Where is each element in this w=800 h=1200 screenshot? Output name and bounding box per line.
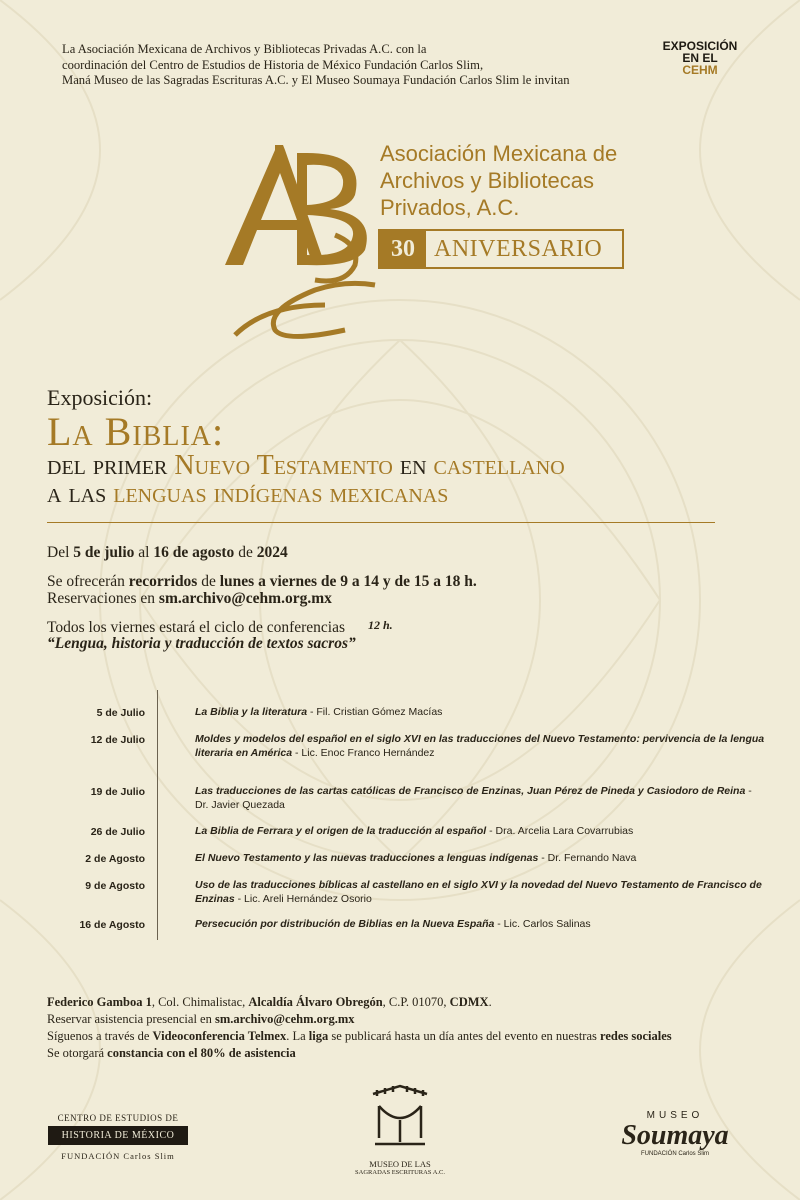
dates-text: Del	[47, 544, 74, 561]
schedule-date: 19 de Julio	[90, 786, 145, 798]
schedule-date: 16 de Agosto	[79, 919, 145, 931]
reserve-email-link[interactable]: sm.archivo@cehm.org.mx	[214, 1012, 355, 1026]
schedule-date: 12 de Julio	[90, 734, 145, 746]
talk-title: Las traducciones de las cartas católicas de Francisco de Enzinas, Juan Pérez de Pineda y Casiodoro de Reina	[195, 785, 746, 797]
association-name-line: Archivos y Bibliotecas	[380, 168, 594, 193]
cert-bold: constancia con el 80% de asistencia	[107, 1046, 296, 1060]
follow-text: se publicará hasta un día antes del evento en nuestras	[328, 1029, 600, 1043]
follow-text: . La	[286, 1029, 309, 1043]
talk-speaker: - Lic. Carlos Salinas	[494, 918, 591, 930]
title-text-gold: castellano	[433, 450, 565, 481]
venue-address	[47, 994, 492, 1010]
address-text: , Col. Chimalistac,	[151, 995, 249, 1009]
tours-text: Se ofrecerán	[47, 573, 129, 590]
ab-monogram-logo	[205, 135, 385, 345]
tours-text: de	[197, 573, 220, 590]
title-divider	[47, 522, 715, 523]
schedule-date: 9 de Agosto	[85, 880, 145, 892]
exposition-label: Exposición:	[47, 385, 153, 410]
schedule-talk	[195, 784, 765, 812]
cert-text: Se otorgará	[47, 1046, 108, 1060]
talk-title: Uso de las traducciones bíblicas al castellano en el siglo XVI y la novedad del Nuevo Testamento de Francisco de Enzinas	[195, 879, 762, 905]
tours-bold: recorridos	[128, 573, 198, 590]
intro-line: Maná Museo de las Sagradas Escrituras A.C. y El Museo Soumaya Fundación Carlos Slim le invitan	[62, 73, 570, 87]
follow-text: Síguenos a través de	[47, 1029, 153, 1043]
schedule-date: 5 de Julio	[96, 707, 145, 719]
intro-text	[62, 42, 602, 89]
intro-line: La Asociación Mexicana de Archivos y Bibliotecas Privadas A.C. con la	[62, 42, 427, 56]
association-name-line: Asociación Mexicana de	[380, 141, 618, 166]
schedule-divider	[157, 690, 158, 940]
videoconference-info	[47, 1028, 672, 1044]
address-bold: CDMX	[449, 995, 489, 1009]
talk-speaker: - Fil. Cristian Gómez Macías	[307, 706, 443, 718]
mana-logo-line: SAGRADAS ESCRITURAS A.C.	[355, 1169, 445, 1176]
schedule-date: 2 de Agosto	[85, 853, 145, 865]
title-subtitle-line2	[47, 478, 448, 510]
schedule-talk	[195, 824, 765, 838]
address-bold: Alcaldía Álvaro Obregón	[248, 995, 383, 1009]
badge-line: EXPOSICIÓN	[662, 39, 738, 53]
schedule-talk	[195, 732, 765, 760]
address-bold: Federico Gamboa 1	[47, 995, 152, 1009]
talk-title: El Nuevo Testamento y las nuevas traducciones a lenguas indígenas	[195, 852, 539, 864]
title-main: La Biblia:	[47, 409, 225, 454]
follow-bold: liga	[308, 1029, 329, 1043]
schedule-talk	[195, 705, 765, 719]
dates-end: 16 de agosto	[153, 544, 235, 561]
cehm-logo-line: HISTORIA DE MÉXICO	[48, 1126, 188, 1145]
mana-emblem-icon	[365, 1082, 435, 1152]
schedule-talk	[195, 878, 765, 906]
certificate-info	[47, 1045, 296, 1061]
reservations-email-link[interactable]: sm.archivo@cehm.org.mx	[158, 590, 332, 607]
talk-speaker: - Dra. Arcelia Lara Covarrubias	[486, 825, 634, 837]
fridays-time: 12 h.	[368, 618, 393, 632]
cehm-logo-line: CENTRO DE ESTUDIOS DE	[57, 1113, 179, 1123]
talk-title: La Biblia y la literatura	[195, 706, 308, 718]
schedule-talk	[195, 917, 765, 931]
exhibition-dates	[47, 544, 288, 561]
dates-text: de	[234, 544, 257, 561]
title-text: a las	[47, 478, 114, 509]
title-text-gold: lenguas indígenas mexicanas	[113, 478, 449, 509]
follow-bold: Videoconferencia Telmex	[152, 1029, 287, 1043]
dates-text: al	[134, 544, 154, 561]
anniversary-number: 30	[380, 231, 426, 267]
title-text: en	[392, 450, 434, 481]
badge-line: CEHM	[682, 63, 718, 77]
talk-speaker: - Dr. Javier Quezada	[195, 785, 752, 811]
reserve-attendance	[47, 1011, 354, 1027]
anniversary-text: ANIVERSARIO	[434, 235, 603, 262]
cehm-logo	[48, 1113, 188, 1161]
dates-year: 2024	[256, 544, 288, 561]
tours-hours: lunes a viernes de 9 a 14 y de 15 a 18 h.	[219, 573, 477, 590]
soumaya-logo-line: MUSEO	[646, 1110, 704, 1121]
address-text: , C.P. 01070,	[382, 995, 450, 1009]
intro-line: coordinación del Centro de Estudios de Historia de México Fundación Carlos Slim,	[62, 57, 484, 72]
fridays-info: Todos los viernes estará el ciclo de conferencias	[47, 619, 346, 636]
conference-series-title: “Lengua, historia y traducción de textos sacros”	[47, 635, 356, 652]
reservations-info	[47, 590, 332, 607]
talk-speaker: - Lic. Areli Hernández Osorio	[234, 893, 372, 905]
anniversary-box	[378, 229, 624, 269]
talk-title: Moldes y modelos del español en el siglo XVI en las traducciones del Nuevo Testamento: pervivencia de la lengua literaria en América	[195, 733, 765, 759]
soumaya-logo-line: FUNDACIÓN Carlos Slim	[640, 1151, 709, 1157]
association-name-line: Privados, A.C.	[380, 195, 520, 220]
follow-bold: redes sociales	[600, 1029, 672, 1043]
talk-speaker: - Lic. Enoc Franco Hernández	[292, 747, 435, 759]
badge-line: EN EL	[682, 51, 718, 65]
talk-title: La Biblia de Ferrara y el origen de la traducción al español	[195, 825, 487, 837]
talk-speaker: - Dr. Fernando Nava	[538, 852, 637, 864]
mana-logo-line: MUSEO DE LAS	[369, 1159, 431, 1169]
exposition-badge	[650, 40, 750, 76]
talk-title: Persecución por distribución de Biblias en la Nueva España	[195, 918, 495, 930]
tours-info	[47, 573, 477, 590]
association-name	[380, 140, 680, 221]
schedule-date: 26 de Julio	[90, 826, 145, 838]
address-text: .	[488, 995, 492, 1009]
cehm-logo-line: FUNDACIÓN Carlos Slim	[61, 1151, 175, 1161]
title-text: del primer	[47, 450, 175, 481]
reservations-text: Reservaciones en	[47, 590, 159, 607]
dates-start: 5 de julio	[73, 544, 135, 561]
soumaya-logo-wordmark: Soumaya	[621, 1120, 729, 1151]
schedule-talk	[195, 851, 765, 865]
soumaya-museum-logo	[590, 1110, 760, 1157]
mana-museum-logo	[345, 1082, 455, 1176]
title-text-gold: Nuevo Testamento	[174, 450, 393, 481]
reserve-text: Reservar asistencia presencial en	[47, 1012, 215, 1026]
